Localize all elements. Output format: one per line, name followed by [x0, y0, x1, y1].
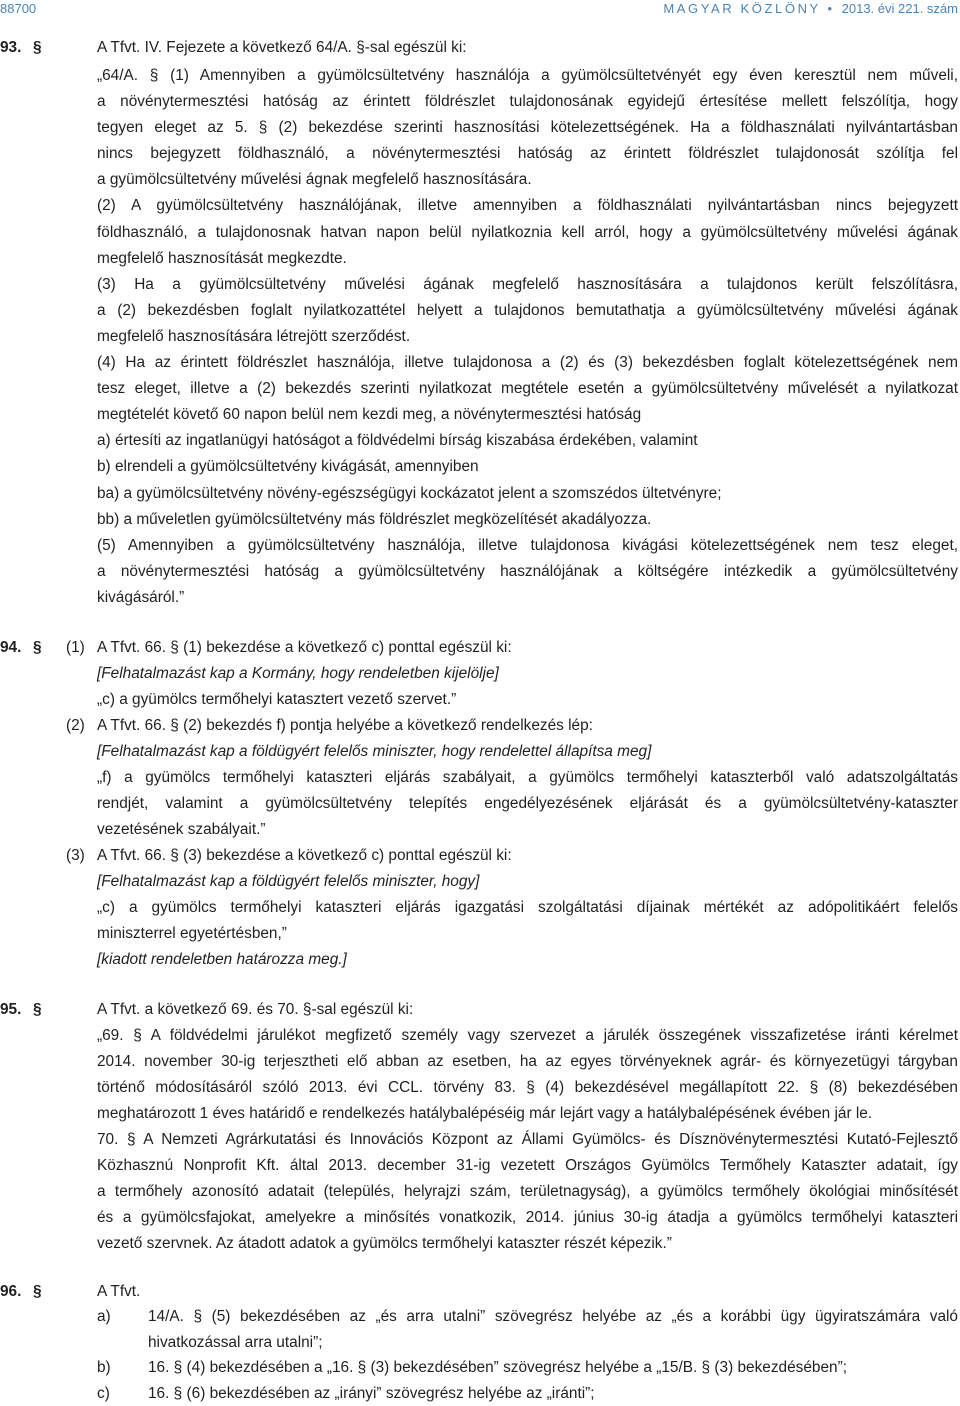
paragraph-line: [0, 115, 960, 141]
text-line: a (2) bekezdésben foglalt nyilatkozattétel helyett a tulajdonos bemutathatja a gyümölcsültetvény művelési ágának: [97, 301, 958, 319]
text-line: történő módosításáról szóló 2013. évi CCL. törvény 83. § (4) bekezdésével megállapított 22. § (8) bekezdésében: [97, 1079, 958, 1096]
paragraph-line: [0, 533, 960, 559]
section-heading: [0, 997, 960, 1023]
section-intro: A Tfvt.: [97, 1283, 141, 1300]
paragraph-line: [0, 1179, 960, 1205]
paragraph-line: [0, 167, 960, 193]
subsection-label: (2): [66, 717, 85, 734]
text-line: (5) Amennyiben a gyümölcsültetvény használója, illetve tulajdonosa kivágási kötelezettségének nem tesz eleget,: [97, 536, 958, 554]
text-line: (2) A gyümölcsültetvény használójának, illetve amennyiben a földhasználati nyilvántartásban nincs bejegyzett: [97, 197, 958, 215]
subsection-label: (1): [66, 639, 85, 656]
paragraph-line: [0, 1049, 960, 1075]
section-sign: §: [33, 639, 42, 656]
text-line: (3) Ha a gyümölcsültetvény művelési ágának megfelelő hasznosítására a tulajdonos került felszólításra,: [97, 275, 958, 293]
section-number: 94.: [0, 639, 22, 656]
bracketed-context: [Felhatalmazást kap a Kormány, hogy rendeletben kijelölje]: [97, 665, 499, 682]
quote-line: [0, 817, 960, 843]
quoted-text: miniszterrel egyetértésben,”: [97, 925, 287, 942]
bracketed-closing: [kiadott rendeletben határozza meg.]: [97, 951, 347, 968]
text-line: a növénytermesztési hatóság az érintett földrészlet tulajdonosának egyidejű értesítése mellett felszólítja, hogy: [97, 93, 958, 111]
text-line: vezető szervnek. Az átadott adatok a gyümölcs termőhelyi kataszter részét képezik.”: [97, 1235, 672, 1252]
paragraph-line: [0, 585, 960, 611]
quoted-text: rendjét, valamint a gyümölcsültetvény telepítés engedélyezésének eljárását és a gyümölcsültetvény-kataszter: [97, 795, 958, 812]
list-item: [0, 1304, 960, 1329]
text-line: megtételét követő 60 napon belül nem kezdi meg, a növénytermesztési hatóság: [97, 406, 642, 424]
text-line: „69. § A földvédelmi járulékot megfizető személy vagy szervezet a járulék összegének visszafizetése iránti kérelmet: [97, 1027, 958, 1044]
subsection-heading: [0, 843, 960, 869]
paragraph-line: [0, 63, 960, 89]
section-sign: §: [33, 1001, 42, 1018]
item-text: 16. § (6) bekezdésében az „irányi” szövegrész helyébe az „iránti”;: [148, 1384, 595, 1402]
context-line: [0, 661, 960, 687]
text-line: és a gyümölcsfajokat, amelyekre a minősítés vonatkozik, 2014. június 30-ig átadja a gyümölcs termőhelyi kataszteri: [97, 1209, 958, 1226]
bullet-separator: •: [827, 1, 833, 16]
context-line: [0, 869, 960, 895]
section-heading: [0, 1279, 960, 1304]
section-sign: §: [33, 39, 42, 56]
section-94: [0, 635, 960, 973]
text-line: tesz eleget, illetve a (2) bekezdés szerinti nyilatkozat megtétele esetén a gyümölcsültetvény művelését a nyilatkozat: [97, 380, 958, 398]
quoted-text: „f) a gyümölcs termőhelyi kataszteri eljárás szabályait, a gyümölcs termőhelyi kataszterből való adatszolgáltatás: [97, 769, 958, 786]
quote-line: [0, 921, 960, 947]
list-item-continuation: [0, 1330, 960, 1355]
text-line: nincs bejegyzett földhasználó, a növénytermesztési hatóság az érintett földrészlet tulajdonosát szólítja fel: [97, 145, 958, 163]
list-item: [0, 507, 960, 533]
list-item: [0, 454, 960, 480]
text-line: (4) Ha az érintett földrészlet használója, illetve tulajdonosa a (2) és (3) bekezdésben foglalt kötelezettségének nem: [97, 354, 958, 372]
list-item: [0, 481, 960, 507]
section-number: 95.: [0, 1001, 22, 1018]
text-line: a) értesíti az ingatlanügyi hatóságot a földvédelmi bírság kiszabása érdekében, valamint: [97, 432, 698, 450]
bracketed-context: [Felhatalmazást kap a földügyért felelős miniszter, hogy rendelettel állapítsa meg]: [97, 743, 652, 760]
paragraph-line: [0, 1075, 960, 1101]
text-line: földhasználó, a tulajdonosnak hatvan napon belül nyilatkoznia kell arról, hogy a gyümölcsültetvény művelési ágának: [97, 223, 958, 241]
text-line: „64/A. § (1) Amennyiben a gyümölcsültetvény használója a gyümölcsültetvényét egy éven keresztül nem műveli,: [97, 67, 958, 84]
section-sign: §: [33, 1283, 42, 1300]
quote-line: [0, 895, 960, 921]
paragraph-line: [0, 402, 960, 428]
context-line: [0, 739, 960, 765]
paragraph-line: [0, 1153, 960, 1179]
subsection-heading: [0, 713, 960, 739]
publication-line: [663, 0, 958, 17]
quoted-text: „c) a gyümölcs termőhelyi kataszteri eljárás igazgatási szolgáltatási díjainak mértékét az adópolitikáért felelős: [97, 899, 958, 916]
paragraph-line: [0, 1023, 960, 1049]
section-96: [0, 1279, 960, 1406]
paragraph-line: [0, 559, 960, 585]
paragraph-line: [0, 376, 960, 402]
item-label: a): [97, 1308, 111, 1326]
quote-line: [0, 765, 960, 791]
item-label: c): [97, 1384, 110, 1402]
text-line: ba) a gyümölcsültetvény növény-egészségügyi kockázatot jelent a szomszédos ültetvényre;: [97, 484, 722, 502]
quote-line: [0, 791, 960, 817]
text-line: a termőhely azonosító adatait (település, helyrajzi szám, területnagyság), a gyümölcs termőhely ökológiai minősítését: [97, 1183, 958, 1200]
subsection-text: A Tfvt. 66. § (2) bekezdés f) pontja helyébe a következő rendelkezés lép:: [97, 717, 593, 734]
text-line: bb) a műveletlen gyümölcsültetvény más földrészlet megközelítését akadályozza.: [97, 510, 652, 528]
text-line: tegyen eleget az 5. § (2) bekezdése szerinti hasznosítási kötelezettségének. Ha a földhasználati nyilvántartásban: [97, 119, 958, 137]
list-item: [0, 1355, 960, 1380]
paragraph-line: [0, 350, 960, 376]
section-number: 96.: [0, 1283, 22, 1300]
text-line: a növénytermesztési hatóság a gyümölcsültetvény használójának a költségére intézkedik a gyümölcsültetvény: [97, 562, 958, 580]
paragraph-line: [0, 1205, 960, 1231]
paragraph-line: [0, 193, 960, 219]
item-text: 16. § (4) bekezdésében a „16. § (3) bekezdésében” szövegrész helyébe a „15/B. § (3) bekezdésében”;: [148, 1359, 847, 1377]
paragraph-line: [0, 246, 960, 272]
page-number: 88700: [0, 1, 37, 16]
item-text: 14/A. § (5) bekezdésében az „és arra utalni” szövegrész helyébe az „és a korábbi ügy ügyiratszámára való: [148, 1308, 958, 1326]
section-intro: A Tfvt. a következő 69. és 70. §-sal egészül ki:: [97, 1001, 414, 1018]
paragraph-line: [0, 272, 960, 298]
subsection-text: A Tfvt. 66. § (3) bekezdése a következő c) ponttal egészül ki:: [97, 847, 512, 864]
text-line: kivágásáról.”: [97, 588, 185, 606]
paragraph-line: [0, 141, 960, 167]
text-line: b) elrendeli a gyümölcsültetvény kivágását, amennyiben: [97, 458, 479, 476]
text-line: megfelelő hasznosítását megkezdte.: [97, 249, 347, 267]
text-line: meghatározott 1 éves határidő e rendelkezés hatálybalépéséig már lejárt vagy a hatálybalépésének évében jár le.: [97, 1105, 873, 1122]
paragraph-line: [0, 324, 960, 350]
issue-number: 2013. évi 221. szám: [841, 1, 958, 16]
section-95: [0, 997, 960, 1257]
running-header: [0, 0, 960, 17]
subsection-label: (3): [66, 847, 85, 864]
context-line: [0, 947, 960, 973]
text-line: 70. § A Nemzeti Agrárkutatási és Innovációs Központ az Állami Gyümölcs- és Dísznövénytermesztési Kutató-Fejlesztő: [97, 1131, 958, 1148]
publication-title: MAGYAR KÖZLÖNY: [663, 1, 821, 16]
section-93: [0, 35, 960, 611]
quoted-text: „c) a gyümölcs termőhelyi katasztert vezető szervet.”: [97, 691, 457, 708]
subsection-text: A Tfvt. 66. § (1) bekezdése a következő c) ponttal egészül ki:: [97, 639, 512, 656]
section-number: 93.: [0, 39, 22, 56]
text-line: a gyümölcsültetvény művelési ágnak megfelelő hasznosítására.: [97, 171, 532, 189]
quoted-text: vezetésének szabályait.”: [97, 821, 266, 838]
list-item: [0, 428, 960, 454]
item-text: hivatkozással arra utalni”;: [148, 1333, 323, 1351]
paragraph-line: [0, 89, 960, 115]
quote-line: [0, 687, 960, 713]
paragraph-line: [0, 1101, 960, 1127]
section-heading: [0, 35, 960, 63]
section-intro: A Tfvt. IV. Fejezete a következő 64/A. §-sal egészül ki:: [97, 39, 467, 56]
list-item: [0, 1381, 960, 1406]
text-line: megfelelő hasznosítására létrejött szerződést.: [97, 327, 411, 345]
paragraph-line: [0, 1127, 960, 1153]
paragraph-line: [0, 220, 960, 246]
paragraph-line: [0, 298, 960, 324]
text-line: Közhasznú Nonprofit Kft. által 2013. december 31-ig vezetett Országos Gyümölcs Termőhely Kataszter adatait, így: [97, 1157, 958, 1174]
paragraph-line: [0, 1231, 960, 1257]
item-label: b): [97, 1359, 111, 1377]
section-heading: [0, 635, 960, 661]
text-line: 2014. november 30-ig terjesztheti elő abban az esetben, ha az egyes törvényeknek agrár- és környezetügyi tárgyban: [97, 1053, 958, 1070]
bracketed-context: [Felhatalmazást kap a földügyért felelős miniszter, hogy]: [97, 873, 480, 890]
